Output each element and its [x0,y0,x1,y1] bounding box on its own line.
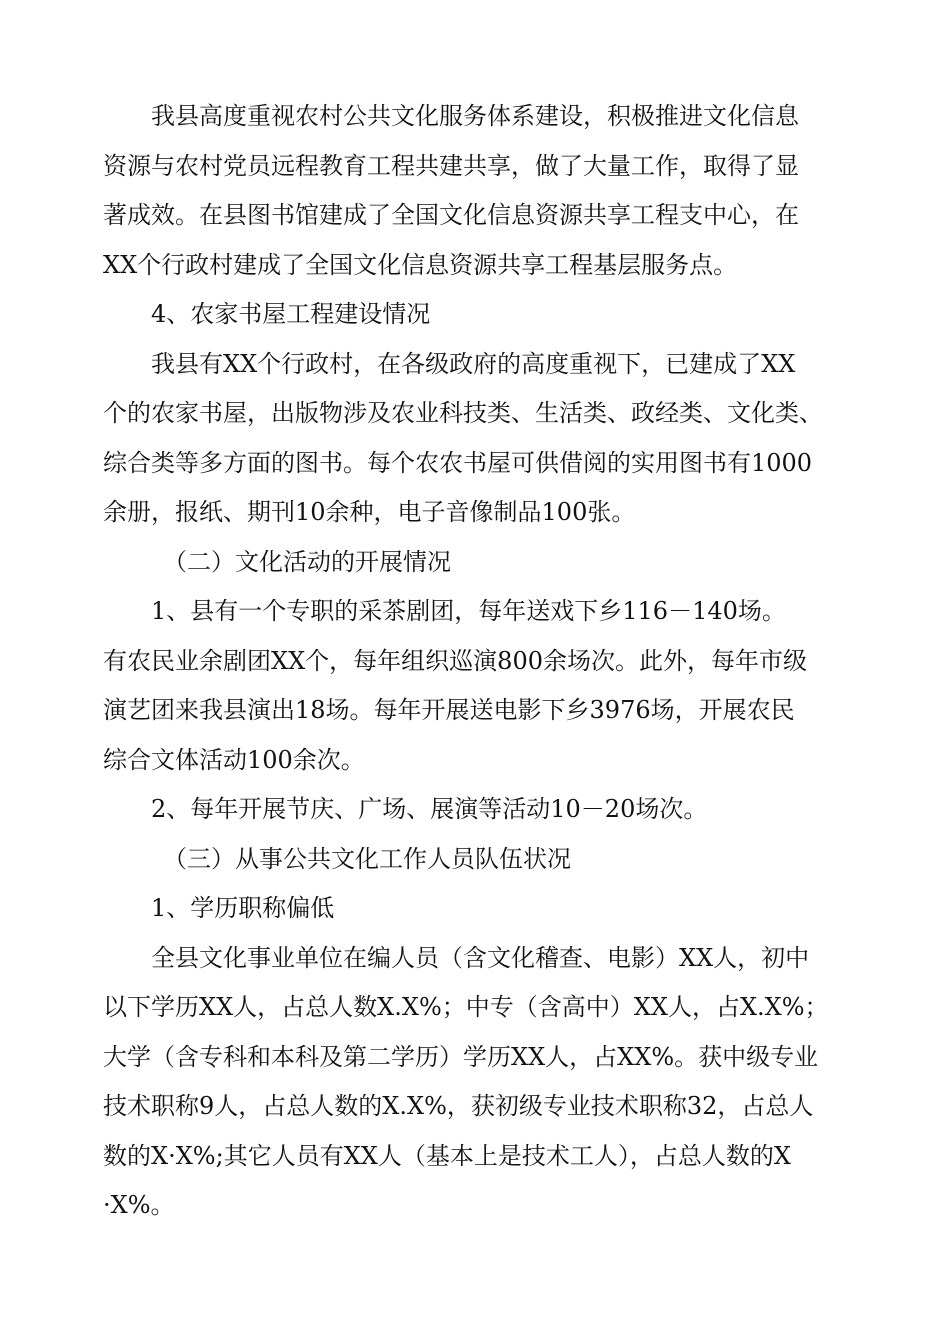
section-heading: （三）从事公共文化工作人员队伍状况 [163,844,571,873]
text-line: 著成效。在县图书馆建成了全国文化信息资源共享工程支中心，在 [103,201,799,229]
text-line: 个的农家书屋，出版物涉及农业科技类、生活类、政经类、文化类、 [103,399,823,427]
text-line: 演艺团来我县演出18场。每年开展送电影下乡3976场，开展农民 [103,696,795,724]
text-line: 2、每年开展节庆、广场、展演等活动10－20场次。 [151,795,708,823]
text-line: 资源与农村党员远程教育工程共建共享，做了大量工作，取得了显 [103,151,799,180]
text-line: 数的X·X%;其它人员有XX人（基本上是技术工人），占总人数的X [103,1141,791,1170]
section-heading: （二）文化活动的开展情况 [163,547,451,576]
text-line: 我县高度重视农村公共文化服务体系建设，积极推进文化信息 [151,102,799,130]
section-heading: 1、学历职称偏低 [151,894,335,922]
section-heading: 4、农家书屋工程建设情况 [151,300,431,328]
text-line: ·X%。 [103,1191,175,1219]
text-line: 1、县有一个专职的采茶剧团，每年送戏下乡116－140场。 [151,597,786,625]
document-body [103,92,849,1231]
text-line: 技术职称9人，占总人数的X.X%，获初级专业技术职称32，占总人 [103,1092,814,1120]
text-line: 有农民业余剧团XX个，每年组织巡演800余场次。此外，每年市级 [103,646,807,675]
text-line: 余册，报纸、期刊10余种，电子音像制品100张。 [103,498,636,526]
text-line: 我县有XX个行政村，在各级政府的高度重视下，已建成了XX [151,349,796,378]
text-line: 以下学历XX人，占总人数X.X%；中专（含高中）XX人，占X.X%； [103,993,829,1021]
text-line: 综合类等多方面的图书。每个农农书屋可供借阅的实用图书有1000 [103,448,813,477]
text-line: 综合文体活动100余次。 [103,745,365,774]
text-line: 大学（含专科和本科及第二学历）学历XX人，占XX%。获中级专业 [103,1042,819,1071]
text-line: XX个行政村建成了全国文化信息资源共享工程基层服务点。 [103,250,738,279]
text-line: 全县文化事业单位在编人员（含文化稽查、电影）XX人，初中 [151,943,810,972]
